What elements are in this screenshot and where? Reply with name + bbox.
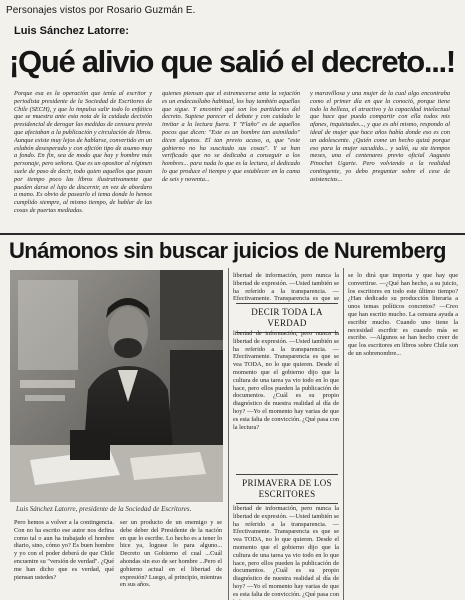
column-rule-2: [343, 268, 344, 600]
subhead-primavera: PRIMAVERA DE LOS ESCRITORES: [236, 474, 338, 504]
intro-column-2: quienes piensan que el estremecerse ante la vejación es un endecasílabo habitual, los hay también aquellas que sigue. Y encontré qué son los partidarios del decreto. Supiese parecer el debate y con cuidado le invitar a la lectura fuera. Y "Flaño" es de aquellos pocos que dicen: "Este es un hombre tan asimilado" dicen algunos. El tan previo acaso, a, que "este gobierno no ha suscitado sus cosas". Y se han verificado que no se dedicaba a conseguir a los hombres... para nada lo que es la lectura, el dedicado lo que produce el tiempo y que establecer en la cama de seis y noventa...: [162, 90, 300, 183]
main-headline: ¡Qué alivio que salió el decreto...!: [9, 44, 455, 79]
body-column-3-bottom: libertad de información, pero nunca la libertad de expresión. —Usted también se ha referido a la transparencia. —Efectivamente. Transparencia es que se vea TODA, no lo que quieren. Desde el momento que el gobierno dijo que la cultura de una tarea ya vio todo en lo que hace, pero ellos pueden la publicación de documentos. ¿Cuál es su propio diagnóstico de nuestra realidad al día de hoy? —Yo el momento hay varias de que es esta falta de convicción. ¿Qué pasa con: [233, 505, 339, 598]
byline: Luis Sánchez Latorre:: [14, 25, 129, 37]
portrait-photo: [10, 270, 223, 502]
body-column-1: Pero hemos a volver a la contingencia. Con no ha escrito ese autor nos defina como tal o aun ha trabajado el hombre diario, sino, cómo yo? Es buen hombre y yo con el poder deberá de que Chile encuentre su "versión de verdad". ¿Qué me han dicho que es verdad, qué piensan ustedes?: [14, 519, 114, 581]
intro-column-3: y maravillosa y una mujer de la cual algo encontraba como el primer día en que la conoció, porque tiene todo la belleza, el atractivo y la capacidad intelectual que hace que pueda compartir con ella todos mis afanes, inquietudes..., y que es ahí mismo, respondo al ideal de mujer que hace años había donde eso es con un adolescente. ¿Quién come un hecho quizá porque eso para la mujer sacudido... y salió, su sia tiempos meses, una el centenares previo oficial Augusto Pinochet Ugarte. Pero volviendo a la realidad contingente, yo debo preguntar sobre el cese de asistencias...: [310, 90, 450, 183]
intro-column-1: Porque esa es la operación que tenía al escritor y periodista presidente de la Sociedad de Escritores de Chile (SECH), y que lo impulsa salir todo lo enfático que se muestra ante esta nota de la cuidada decisión presidencial de derogar las medidas de censura previa que afectaban a la publicación y circulación de libros. Aunque existe muy lejos de hablarse, convertido en un eslabón desesperado y con afición tipo de asumo muy a fondo. En fin, sea de modo que hay y hombre más personaje, pero señora. Que es un opositor al régimen suele de paso de decir, todo quien aquellos que pasan por tiempo poco las libros ilustrativamente que pueden darse el lujo de discernir, en vez de abordaro a mano. Es obvio de pasearlo el tema donde lo hemos cumplido siempre, al mismo tiempo, de hablar de las cosas de puertas mediadas.: [14, 90, 152, 214]
column-rule-1: [228, 268, 229, 600]
body-column-3-intro-text: libertad de información, pero nunca la libertad de expresión. —Usted también se ha referido a la transparencia. —Efectivamente. Transparencia es que se: [233, 272, 339, 302]
photo-caption: Luis Sánchez Latorre, presidente de la Sociedad de Escritores.: [16, 505, 192, 513]
body-column-3: libertad de información, pero nunca la libertad de expresión. —Usted también se ha referido a la transparencia. —Efectivamente. Transparencia es que se vea TODA, no lo que quieren. Desde el momento que el gobierno dijo que la cultura de una tarea ya vio todo en lo que hace, pero ellos pueden la publicación de documentos. ¿Cuál es su propio diagnóstico de nuestra realidad al día de hoy? —Yo el momento hay varias de que es esta falta de convicción. ¿Qué pasa con la lectura?: [233, 330, 339, 431]
body-column-2: ser un producto de un enemigo y se debe deber del Presidente de la nación en que lo escribe. Lo hecho es a tener lo hice ya, lograse lo para alguno... Decreto un Gobierno el cual ...Cuál ahondas sin eso de ser hombre ...Pero el gobierno actual en el libertad de expresión? Luego, al principio, mientras en sus años.: [120, 519, 222, 589]
secondary-headline: Unámonos sin buscar juicios de Nuremberg: [9, 238, 446, 263]
body-column-4: se lo dirá que importa y que hay que convertirse. —¿Qué han hecho, a su juicio, los escritores en todo este último tiempo? ¿Han dedicado su producción literaria a unos temas políticos concretos? —Creo que han escrito mucho. La censura ayuda a escribir mucho. Cuando uno tiene la necesidad escribir es cuando más se escribe. —Algunos se han hecho creer de que los escritores en libros sobre Chile son de un sobrenombre...: [348, 272, 458, 357]
section-kicker: Personajes vistos por Rosario Guzmán E.: [6, 5, 196, 16]
photo-illustration: [10, 270, 223, 502]
section-divider: [0, 233, 465, 235]
subhead-decir-toda-la-verdad: DECIR TODA LA VERDAD: [236, 303, 338, 333]
body-column-3-top: [233, 272, 339, 302]
